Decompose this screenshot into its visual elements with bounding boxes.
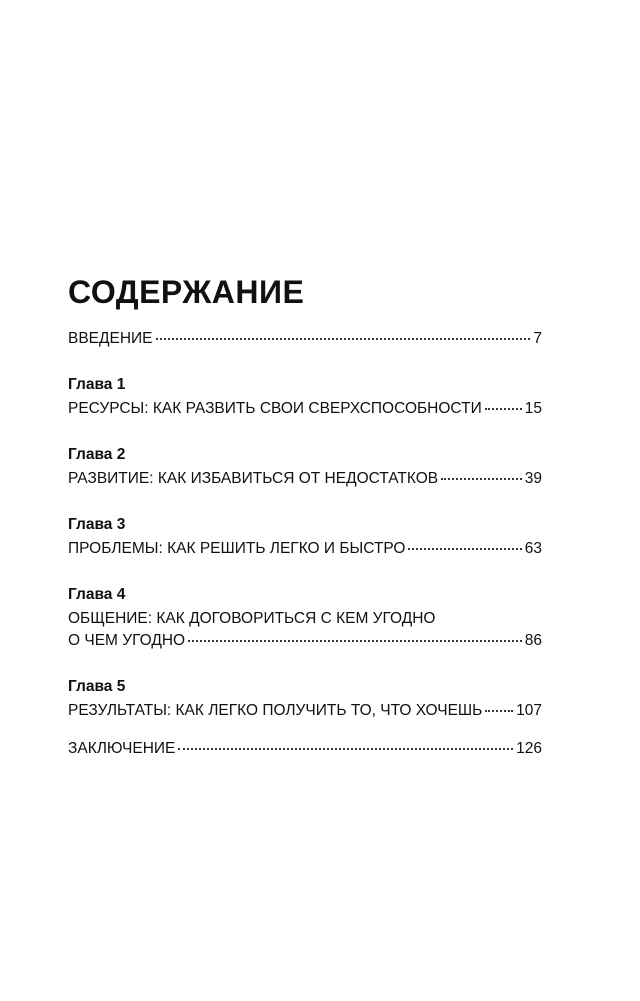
- toc-entry-label: РЕСУРСЫ: КАК РАЗВИТЬ СВОИ СВЕРХСПОСОБНОСТИ: [68, 400, 482, 417]
- toc-entry-conclusion[interactable]: [68, 738, 542, 760]
- dot-leader: [188, 639, 522, 642]
- dot-leader: [178, 747, 513, 750]
- toc-entry-label: ВВЕДЕНИЕ: [68, 330, 153, 347]
- page-title: СОДЕРЖАНИЕ: [68, 274, 305, 310]
- table-of-contents: [68, 272, 542, 760]
- chapter-label: Глава 3: [68, 516, 126, 533]
- toc-chapter-5: [68, 676, 542, 722]
- chapter-label: Глава 5: [68, 678, 126, 695]
- dot-leader: [408, 547, 521, 550]
- dot-leader: [485, 709, 513, 712]
- toc-page-number: 15: [524, 400, 542, 417]
- dot-leader: [485, 407, 522, 410]
- chapter-label: Глава 4: [68, 586, 126, 603]
- chapter-label: Глава 1: [68, 376, 126, 393]
- dot-leader: [156, 337, 531, 340]
- toc-entry-introduction[interactable]: [68, 328, 542, 350]
- toc-page-number: 86: [524, 632, 542, 649]
- chapter-label: Глава 2: [68, 446, 126, 463]
- toc-chapter-2: [68, 444, 542, 490]
- toc-page-number: 7: [533, 330, 542, 347]
- toc-entry-chapter-3[interactable]: [68, 538, 542, 560]
- toc-entry-chapter-1[interactable]: [68, 398, 542, 420]
- toc-page-number: 39: [524, 470, 542, 487]
- toc-entry-label: РЕЗУЛЬТАТЫ: КАК ЛЕГКО ПОЛУЧИТЬ ТО, ЧТО ХОЧЕШЬ: [68, 702, 483, 719]
- toc-page-number: 107: [516, 702, 542, 719]
- toc-entry-label: РАЗВИТИЕ: КАК ИЗБАВИТЬСЯ ОТ НЕДОСТАТКОВ: [68, 470, 439, 487]
- toc-chapter-3: [68, 514, 542, 560]
- toc-entry-label: ЗАКЛЮЧЕНИЕ: [68, 740, 176, 757]
- toc-entry-chapter-2[interactable]: [68, 468, 542, 490]
- dot-leader: [441, 477, 522, 480]
- toc-entry-label-line[interactable]: ОБЩЕНИЕ: КАК ДОГОВОРИТЬСЯ С КЕМ УГОДНО: [68, 610, 436, 627]
- toc-entry-label: О ЧЕМ УГОДНО: [68, 632, 186, 649]
- toc-page-number: 126: [516, 740, 542, 757]
- toc-entry-label: ПРОБЛЕМЫ: КАК РЕШИТЬ ЛЕГКО И БЫСТРО: [68, 540, 406, 557]
- toc-entry-chapter-4[interactable]: [68, 630, 542, 652]
- toc-page-number: 63: [524, 540, 542, 557]
- toc-entry-chapter-5[interactable]: [68, 700, 542, 722]
- toc-chapter-4: [68, 584, 542, 652]
- toc-chapter-1: [68, 374, 542, 420]
